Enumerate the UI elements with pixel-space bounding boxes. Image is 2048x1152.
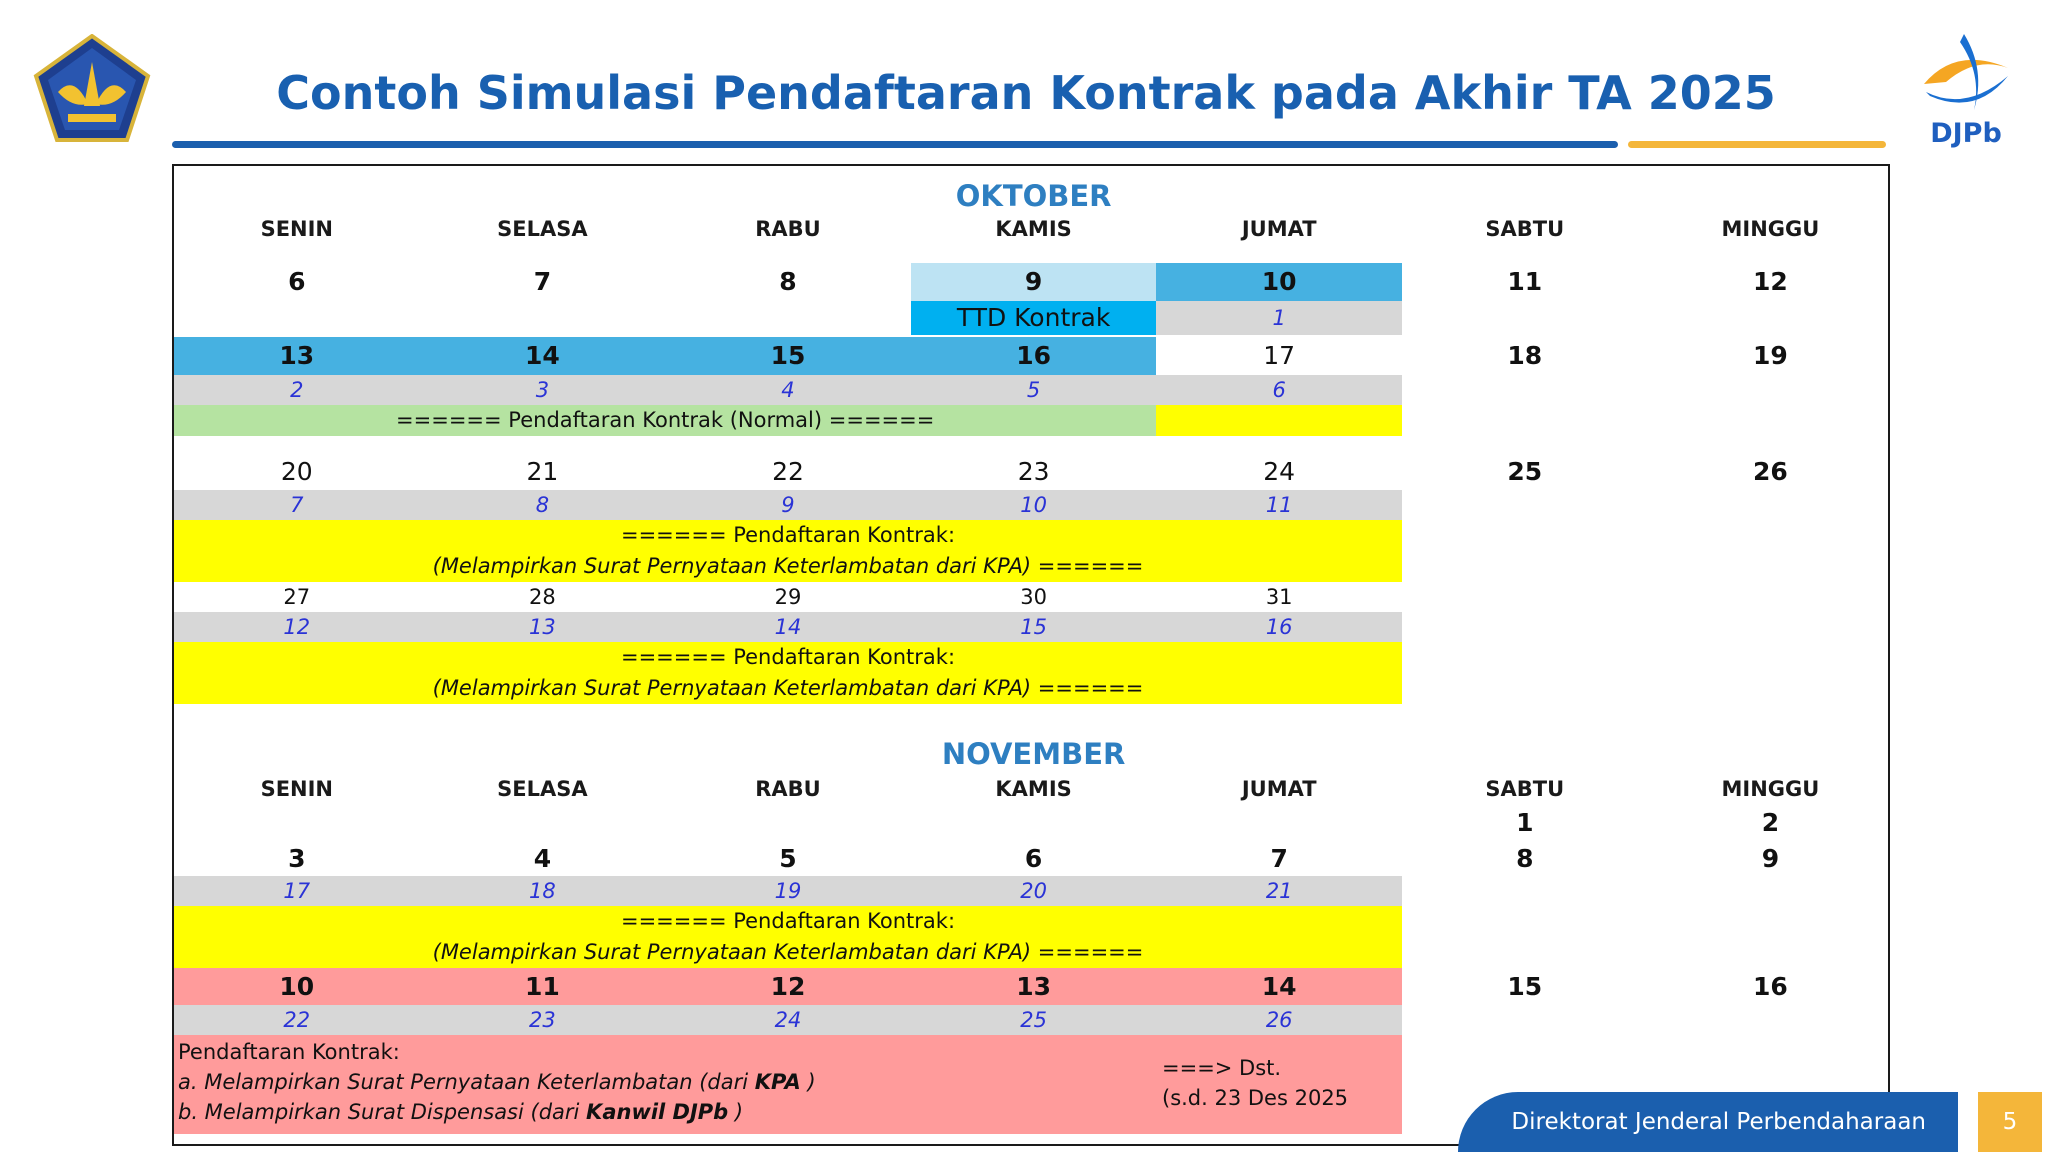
nov-w1-date-6: 9 xyxy=(1761,844,1780,873)
oct-w2-count-4: 6 xyxy=(1156,375,1402,405)
nov-w1-date-0: 3 xyxy=(288,844,306,873)
oct-w2-count-2: 4 xyxy=(665,375,911,405)
nov-w2-date-4: 14 xyxy=(1156,968,1402,1006)
footer-org: Direktorat Jenderal Perbendaharaan xyxy=(1511,1109,1926,1135)
oct-w3-count-1: 8 xyxy=(420,490,666,520)
oct-w2-date-3: 16 xyxy=(911,337,1157,375)
nov-sun-2: 2 xyxy=(1761,808,1780,837)
oct-w2-date-1: 14 xyxy=(420,337,666,375)
oct-w3-count-0: 7 xyxy=(174,490,420,520)
oct-w3-count-2: 9 xyxy=(665,490,911,520)
nov-w1-date-5: 8 xyxy=(1516,844,1534,873)
oct-late-band-1-line2: (Melampirkan Surat Pernyataan Keterlambatan dari KPA) ====== xyxy=(432,554,1144,578)
oct-w3-date-0: 20 xyxy=(280,457,313,486)
oct-w1-date-2: 8 xyxy=(779,267,797,296)
title-underline-blue xyxy=(172,141,1618,148)
oct-w1-date-1: 7 xyxy=(533,267,552,296)
nov-day-rabu: RABU xyxy=(755,777,821,801)
oct-w4-date-3: 30 xyxy=(1020,585,1047,609)
nov-w1-count-3: 20 xyxy=(911,876,1157,906)
oct-day-senin: SENIN xyxy=(260,217,334,241)
ttd-kontrak-label: TTD Kontrak xyxy=(911,301,1157,335)
oct-w1-date-5: 11 xyxy=(1507,267,1543,296)
nov-w1-date-4: 7 xyxy=(1270,844,1288,873)
oct-day-kamis: KAMIS xyxy=(995,217,1072,241)
nov-w2-count-1: 23 xyxy=(420,1005,666,1035)
oct-w2-date-5: 18 xyxy=(1507,341,1543,370)
dst-line1: ===> Dst. xyxy=(1162,1056,1282,1080)
oct-w4-date-2: 29 xyxy=(774,585,802,609)
djpb-logo xyxy=(1916,30,2016,148)
nov-day-sabtu: SABTU xyxy=(1485,777,1565,801)
nov-w2-date-1: 11 xyxy=(420,968,666,1006)
month-november: NOVEMBER xyxy=(941,737,1126,771)
oct-w2-count-3: 5 xyxy=(911,375,1157,405)
nov-sat-1: 1 xyxy=(1516,808,1534,837)
oct-w3-date-5: 25 xyxy=(1507,457,1543,486)
nov-w2-date-6: 16 xyxy=(1752,972,1788,1001)
nov-late-band-line2: (Melampirkan Surat Pernyataan Keterlambatan dari KPA) ====== xyxy=(432,940,1144,964)
nov-w1-count-2: 19 xyxy=(665,876,911,906)
nov-w1-date-3: 6 xyxy=(1024,844,1043,873)
nov-w1-date-1: 4 xyxy=(533,844,552,873)
oct-late-band-1-line1: ====== Pendaftaran Kontrak: xyxy=(620,523,956,547)
oct-day-rabu: RABU xyxy=(755,217,821,241)
oct-w3-date-4: 24 xyxy=(1263,457,1296,486)
dst-line2: (s.d. 23 Des 2025 xyxy=(1162,1086,1349,1110)
title-underline-gold xyxy=(1628,141,1886,148)
djpb-logo-icon xyxy=(1916,30,2016,118)
page-number: 5 xyxy=(1978,1092,2042,1152)
oct-w4-count-1: 13 xyxy=(420,612,666,642)
oct-w2-date-0: 13 xyxy=(174,337,420,375)
oct-w4-date-0: 27 xyxy=(283,585,311,609)
oct-w2-count-1: 3 xyxy=(420,375,666,405)
oct-day-minggu: MINGGU xyxy=(1721,217,1820,241)
oct-w3-date-6: 26 xyxy=(1752,457,1788,486)
nov-w2-count-2: 24 xyxy=(665,1005,911,1035)
oct-w4-count-0: 12 xyxy=(174,612,420,642)
nov-w2-count-0: 22 xyxy=(174,1005,420,1035)
nov-w2-date-5: 15 xyxy=(1507,972,1543,1001)
ttd-count: 1 xyxy=(1156,301,1402,335)
djpb-logo-text: DJPb xyxy=(1930,118,2002,149)
page-title: Contoh Simulasi Pendaftaran Kontrak pada Akhir TA 2025 xyxy=(276,66,1776,120)
oct-w1-date-6: 12 xyxy=(1752,267,1788,296)
nov-note-title: Pendaftaran Kontrak: xyxy=(178,1040,400,1064)
oct-w3-count-4: 11 xyxy=(1156,490,1402,520)
nov-late-band-line1: ====== Pendaftaran Kontrak: xyxy=(620,909,956,933)
oct-w1-date-0: 6 xyxy=(288,267,306,296)
oct-w4-date-4: 31 xyxy=(1265,585,1293,609)
normal-band: ====== Pendaftaran Kontrak (Normal) ====== xyxy=(174,405,1156,436)
oct-day-sabtu: SABTU xyxy=(1485,217,1565,241)
nov-w2-date-2: 12 xyxy=(665,968,911,1006)
oct-late-band-2-line1: ====== Pendaftaran Kontrak: xyxy=(620,645,956,669)
oct-w2-date-2: 15 xyxy=(665,337,911,375)
nov-note-a: a. Melampirkan Surat Pernyataan Keterlambatan (dari KPA ) xyxy=(178,1070,816,1094)
nov-w2-date-0: 10 xyxy=(174,968,420,1006)
normal-band-yellow xyxy=(1156,405,1402,436)
nov-w2-count-4: 26 xyxy=(1156,1005,1402,1035)
oct-w4-count-2: 14 xyxy=(665,612,911,642)
nov-day-senin: SENIN xyxy=(260,777,334,801)
nov-day-minggu: MINGGU xyxy=(1721,777,1820,801)
nov-w1-count-4: 21 xyxy=(1156,876,1402,906)
oct-w4-count-3: 15 xyxy=(911,612,1157,642)
nov-w1-date-2: 5 xyxy=(779,844,797,873)
nov-day-kamis: KAMIS xyxy=(995,777,1072,801)
nov-w1-count-0: 17 xyxy=(174,876,420,906)
oct-w1-date-4: 10 xyxy=(1156,263,1402,301)
oct-w4-date-1: 28 xyxy=(529,585,556,609)
oct-w3-date-1: 21 xyxy=(526,457,559,486)
oct-w2-date-4: 17 xyxy=(1263,341,1296,370)
oct-day-jumat: JUMAT xyxy=(1241,217,1317,241)
oct-day-selasa: SELASA xyxy=(497,217,588,241)
oct-w4-count-4: 16 xyxy=(1156,612,1402,642)
nov-w2-date-3: 13 xyxy=(911,968,1157,1006)
oct-late-band-2-line2: (Melampirkan Surat Pernyataan Keterlambatan dari KPA) ====== xyxy=(432,676,1144,700)
oct-w3-date-2: 22 xyxy=(772,457,804,486)
kemenkeu-emblem-icon xyxy=(32,34,152,144)
oct-w2-date-6: 19 xyxy=(1752,341,1788,370)
nov-note-b: b. Melampirkan Surat Dispensasi (dari Kanwil DJPb ) xyxy=(178,1100,744,1124)
oct-w3-count-3: 10 xyxy=(911,490,1157,520)
nov-day-selasa: SELASA xyxy=(497,777,588,801)
oct-w2-count-0: 2 xyxy=(174,375,420,405)
month-oktober: OKTOBER xyxy=(955,179,1112,213)
oct-w1-date-3: 9 xyxy=(911,263,1157,301)
nov-day-jumat: JUMAT xyxy=(1241,777,1317,801)
nov-w2-count-3: 25 xyxy=(911,1005,1157,1035)
nov-w1-count-1: 18 xyxy=(420,876,666,906)
oct-w3-date-3: 23 xyxy=(1017,457,1050,486)
